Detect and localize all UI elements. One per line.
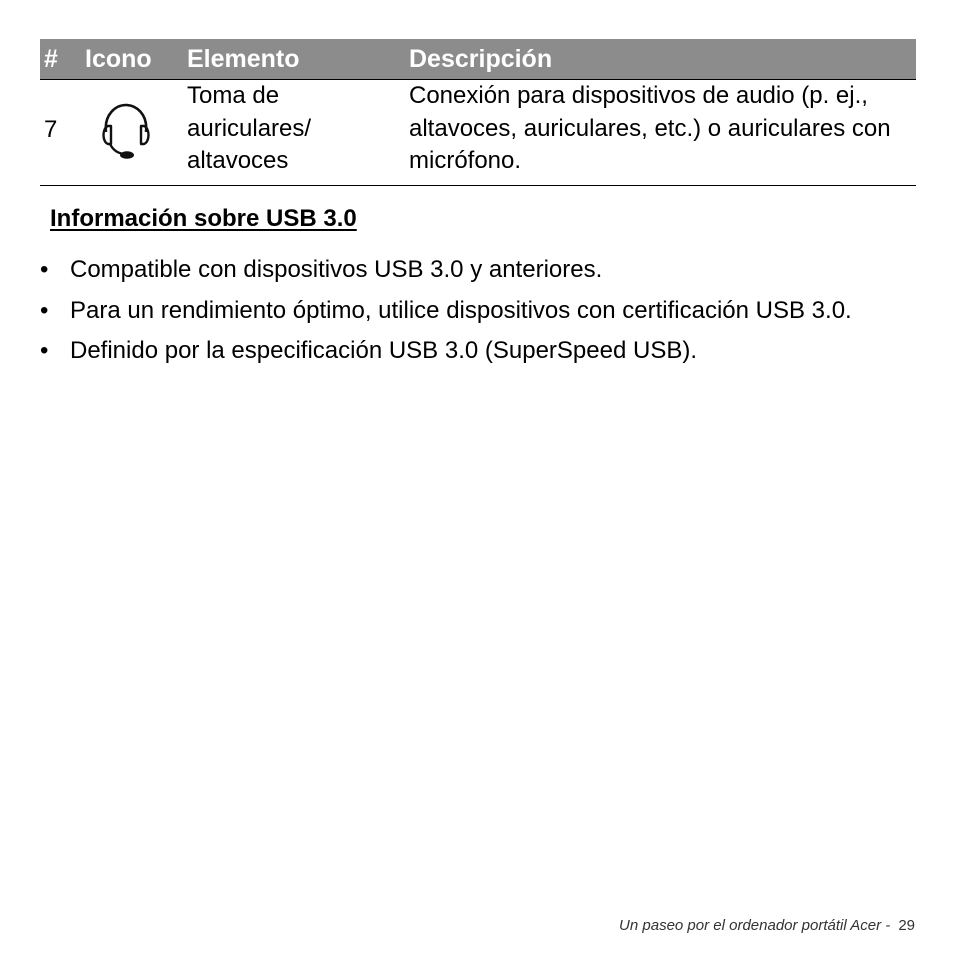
- list-item-text: Para un rendimiento óptimo, utilice dispositivos con certificación USB 3.0.: [70, 296, 852, 324]
- header-number: #: [44, 45, 58, 73]
- footer-text: Un paseo por el ordenador portátil Acer -: [619, 917, 891, 934]
- bullet-marker: •: [40, 256, 49, 283]
- bullet-marker: •: [40, 337, 49, 364]
- table-row: [40, 80, 916, 186]
- list-item: [40, 335, 914, 368]
- list-item: [40, 254, 914, 287]
- component-table: [40, 39, 916, 186]
- bullet-list: [40, 254, 914, 376]
- row-element: Toma de auriculares/ altavoces: [187, 82, 312, 174]
- header-element: Elemento: [187, 45, 300, 73]
- list-item-text: Compatible con dispositivos USB 3.0 y anteriores.: [70, 256, 603, 283]
- page-number: 29: [898, 917, 915, 934]
- list-item: [40, 295, 914, 328]
- header-description: Descripción: [409, 45, 553, 73]
- section-heading: Información sobre USB 3.0: [50, 205, 357, 232]
- table-header: [40, 39, 916, 80]
- row-number: 7: [44, 116, 58, 143]
- row-description: Conexión para dispositivos de audio (p. ej., altavoces, auriculares, etc.) o auriculares con micrófono.: [409, 82, 891, 174]
- headset-icon: [100, 102, 152, 162]
- header-icon: Icono: [85, 45, 152, 73]
- page-footer: [619, 917, 915, 934]
- bullet-marker: •: [40, 296, 49, 324]
- list-item-text: Definido por la especificación USB 3.0 (SuperSpeed USB).: [70, 337, 697, 364]
